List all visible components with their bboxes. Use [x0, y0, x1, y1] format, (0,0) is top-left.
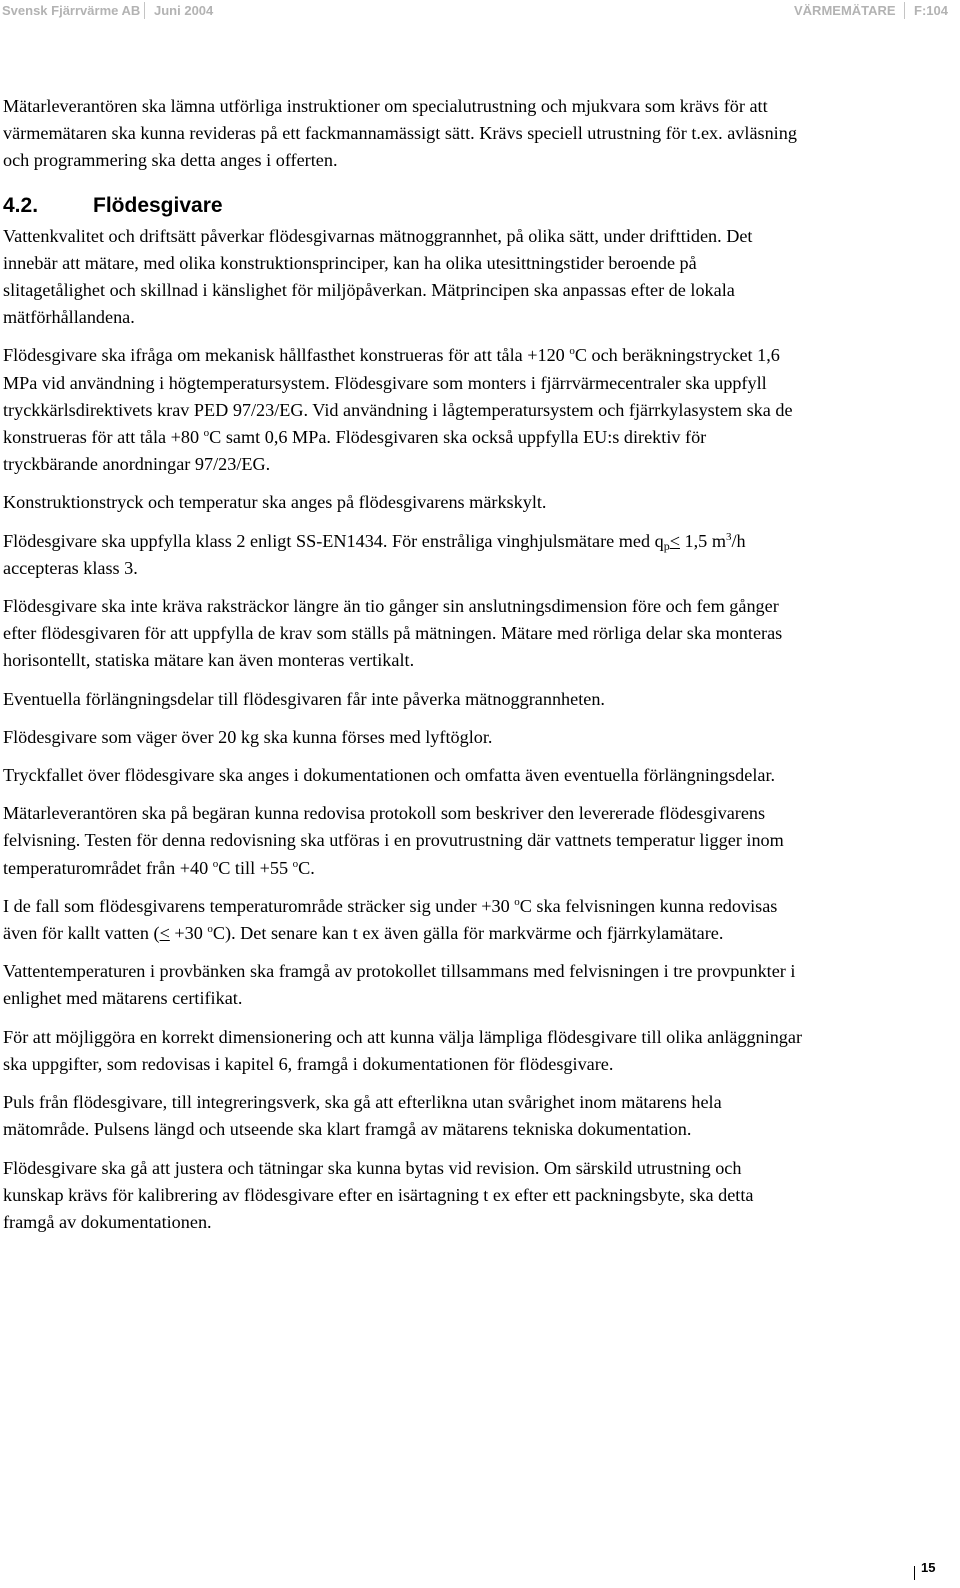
header-doc-code: F:104	[914, 3, 948, 18]
page-number: 15	[921, 1560, 936, 1575]
paragraph-cold-water: I de fall som flödesgivarens temperaturområde sträcker sig under +30 $^o$C ska felvisningen kunna redovisas även för kallt vatten (< +30 $^o$C). Det senare kan t ex även gälla för markvärme och fjärrkylamätare.	[3, 895, 778, 944]
paragraph-extensions: Eventuella förlängningsdelar till flödesgivaren får inte påverka mätnoggrannheten.	[3, 688, 605, 709]
paragraph-mechanical-strength: Flödesgivare ska ifråga om mekanisk hållfasthet konstrueras för att tåla +120 $^o$C och beräkningstrycket 1,6 MPa vid användning i högtemperatursystem. Flödesgivare som monters i fjärrvärmecentraler ska uppfyll tryckkärlsdirektivets krav PED 97/23/EG. Vid användning i lågtemperatursystem och fjärrkylasystem ska de konstrueras för att tåla +80 $^o$C samt 0,6 MPa. Flödesgivaren ska också uppfylla EU:s direktiv för tryckbärande anordningar 97/23/EG.	[3, 345, 793, 475]
header-date: Juni 2004	[154, 3, 214, 18]
section-heading	[3, 191, 803, 221]
paragraph-lifting-eyes: Flödesgivare som väger över 20 kg ska kunna förses med lyftöglor.	[3, 726, 493, 747]
paragraph-nameplate: Konstruktionstryck och temperatur ska anges på flödesgivarens märkskylt.	[3, 492, 547, 513]
paragraph-straight-runs: Flödesgivare ska inte kräva raksträckor längre än tio gånger sin anslutningsdimension före och fem gånger efter flödesgivaren för att uppfylla de krav som ställs på mätningen. Mätare med rörliga delar ska monteras horisontellt, statiska mätare kan även monteras vertikalt.	[3, 596, 783, 671]
paragraph-revision: Flödesgivare ska gå att justera och tätningar ska kunna bytas vid revision. Om särskild utrustning och kunskap krävs för kalibrering av flödesgivare efter en isärtagning t ex efter ett packningsbyte, ska detta framgå av dokumentationen.	[3, 1157, 754, 1232]
header-doc-title: VÄRMEMÄTARE	[794, 3, 896, 18]
paragraph-water-quality: Vattenkvalitet och driftsätt påverkar flödesgivarnas mätnoggrannhet, på olika sätt, under drifttiden. Det innebär att mätare, med olika konstruktionsprinciper, kan ha olika utesittningstider beroende på slitagetålighet och skillnad i känslighet för miljöpåverkan. Mätprincipen ska anpassas efter de lokala mätförhållandena.	[3, 225, 753, 328]
paragraph-pulse: Puls från flödesgivare, till integreringsverk, ska gå att efterlikna utan svårighet inom mätarens hela mätområde. Pulsens längd och utseende ska klart framgå av mätarens tekniska dokumentation.	[3, 1092, 722, 1140]
paragraph-dimensioning: För att möjliggöra en korrekt dimensionering och att kunna välja lämpliga flödesgivare till olika anläggningar ska uppgifter, som redovisas i kapitel 6, framgå i dokumentationen för flödesgivare.	[3, 1026, 803, 1074]
footer-divider	[914, 1566, 915, 1580]
section-number: 4.2.	[3, 193, 39, 217]
header-separator	[904, 2, 905, 19]
page-header	[0, 0, 960, 30]
intro-paragraph: Mätarleverantören ska lämna utförliga instruktioner om specialutrustning och mjukvara som krävs för att värmemätaren ska kunna revideras på ett fackmannamässigt sätt. Krävs speciell utrustning för t.ex. avläsning och programmering ska detta anges i offerten.	[3, 96, 797, 171]
header-org: Svensk Fjärrvärme AB	[2, 3, 141, 18]
paragraph-pressure-drop: Tryckfallet över flödesgivare ska anges i dokumentationen och omfatta även eventuella förlängningsdelar.	[3, 765, 776, 786]
paragraph-test-protocol: Mätarleverantören ska på begäran kunna redovisa protokoll som beskriver den levererade flödesgivarens felvisning. Testen för denna redovisning ska utföras i en provutrustning där vattnets temperatur ligger inom temperaturområdet från +40 $^o$C till +55 $^o$C.	[3, 803, 784, 878]
header-separator	[144, 2, 145, 19]
paragraph-accuracy-class: Flödesgivare ska uppfylla klass 2 enligt SS-EN1434. För enstråliga vinghjulsmätare med $q_p< 1,5$ $m^3/h$ accepteras klass 3.	[3, 530, 746, 578]
section-title: Flödesgivare	[93, 193, 223, 217]
document-body	[3, 93, 803, 1247]
paragraph-water-temperature: Vattentemperaturen i provbänken ska framgå av protokollet tillsammans med felvisningen i tre provpunkter i enlighet med mätarens certifikat.	[3, 961, 796, 1009]
